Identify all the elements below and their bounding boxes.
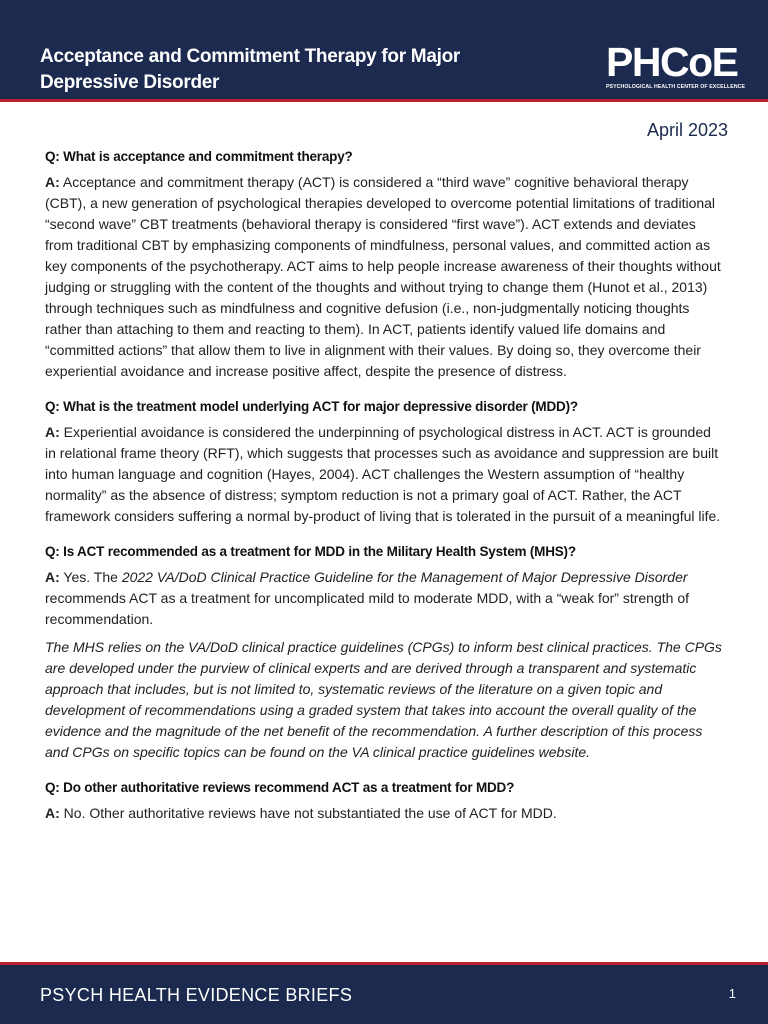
publication-date: April 2023 <box>646 120 728 140</box>
answer-label: A: <box>45 805 60 821</box>
page-number: 1 <box>728 986 736 1001</box>
logo-subtitle: PSYCHOLOGICAL HEALTH CENTER OF EXCELLENCE <box>606 84 746 90</box>
answer-text-pre: Yes. The <box>63 569 122 585</box>
question-4: Q: Do other authoritative reviews recommend ACT as a treatment for MDD? <box>45 780 515 795</box>
page-header <box>0 0 768 102</box>
answer-text: No. Other authoritative reviews have not substantiated the use of ACT for MDD. <box>63 805 557 821</box>
answer-label: A: <box>45 569 60 585</box>
answer-label: A: <box>45 424 60 440</box>
answer-text-post: recommends ACT as a treatment for uncomplicated mild to moderate MDD, with a “weak for” strength of recommendation. <box>45 590 689 627</box>
answer-3 <box>45 567 725 630</box>
series-title: PSYCH HEALTH EVIDENCE BRIEFS <box>40 985 353 1005</box>
answer-4 <box>45 803 725 824</box>
question-3: Q: Is ACT recommended as a treatment for MDD in the Military Health System (MHS)? <box>45 544 576 559</box>
question-1: Q: What is acceptance and commitment therapy? <box>45 149 353 164</box>
logo-text: PHCoE <box>606 39 738 85</box>
answer-text: Experiential avoidance is considered the underpinning of psychological distress in ACT. ACT is grounded in relational frame theory (RFT), which suggests that processes such as avoidance and suppression are built into human language and cognition (Hayes, 2004). ACT challenges the Western assumption of “healthy normality” as the absence of distress; symptom reduction is not a primary goal of ACT. Rather, the ACT framework considers suffering a normal by-product of living that is tolerated in the pursuit of a meaningful life. <box>45 424 721 524</box>
qa-content <box>45 148 725 840</box>
question-2: Q: What is the treatment model underlying ACT for major depressive disorder (MDD)? <box>45 399 578 414</box>
document-title: Acceptance and Commitment Therapy for Major Depressive Disorder <box>40 46 460 93</box>
answer-label: A: <box>45 174 60 190</box>
answer-text: Acceptance and commitment therapy (ACT) is considered a “third wave” cognitive behavioral therapy (CBT), a new generation of psychological therapies developed to overcome potential limitations of traditional “second wave” CBT treatments (behavioral therapy is considered “first wave”). ACT extends and deviates from traditional CBT by emphasizing components of mindfulness, personal values, and committed action as key components of the psychotherapy. ACT aims to help people increase awareness of their thoughts without judging or struggling with the content of the thoughts and without trying to change them (Hunot et al., 2013) through techniques such as mindfulness and cognitive defusion (i.e., non-judgmentally noticing thoughts rather than attaching to them and reacting to them). In ACT, patients identify valued life domains and “committed actions” that allow them to live in alignment with their values. By doing so, they overcome their experiential avoidance and increase positive affect, despite the presence of distress. <box>45 174 721 379</box>
guideline-title: 2022 VA/DoD Clinical Practice Guideline for the Management of Major Depressive Disorder <box>121 569 688 585</box>
page-footer <box>0 962 768 1024</box>
answer-2 <box>45 422 725 527</box>
answer-1 <box>45 172 725 382</box>
phcoe-logo <box>606 39 746 90</box>
cpg-note: The MHS relies on the VA/DoD clinical practice guidelines (CPGs) to inform best clinical practices. The CPGs are developed under the purview of clinical experts and are derived through a transparent and systematic approach that includes, but is not limited to, systematic reviews of the literature on a given topic and development of recommendations using a graded system that takes into account the overall quality of the evidence and the magnitude of the net benefit of the recommendation. A further description of this process and CPGs on specific topics can be found on the VA clinical practice guidelines website. <box>45 639 722 760</box>
